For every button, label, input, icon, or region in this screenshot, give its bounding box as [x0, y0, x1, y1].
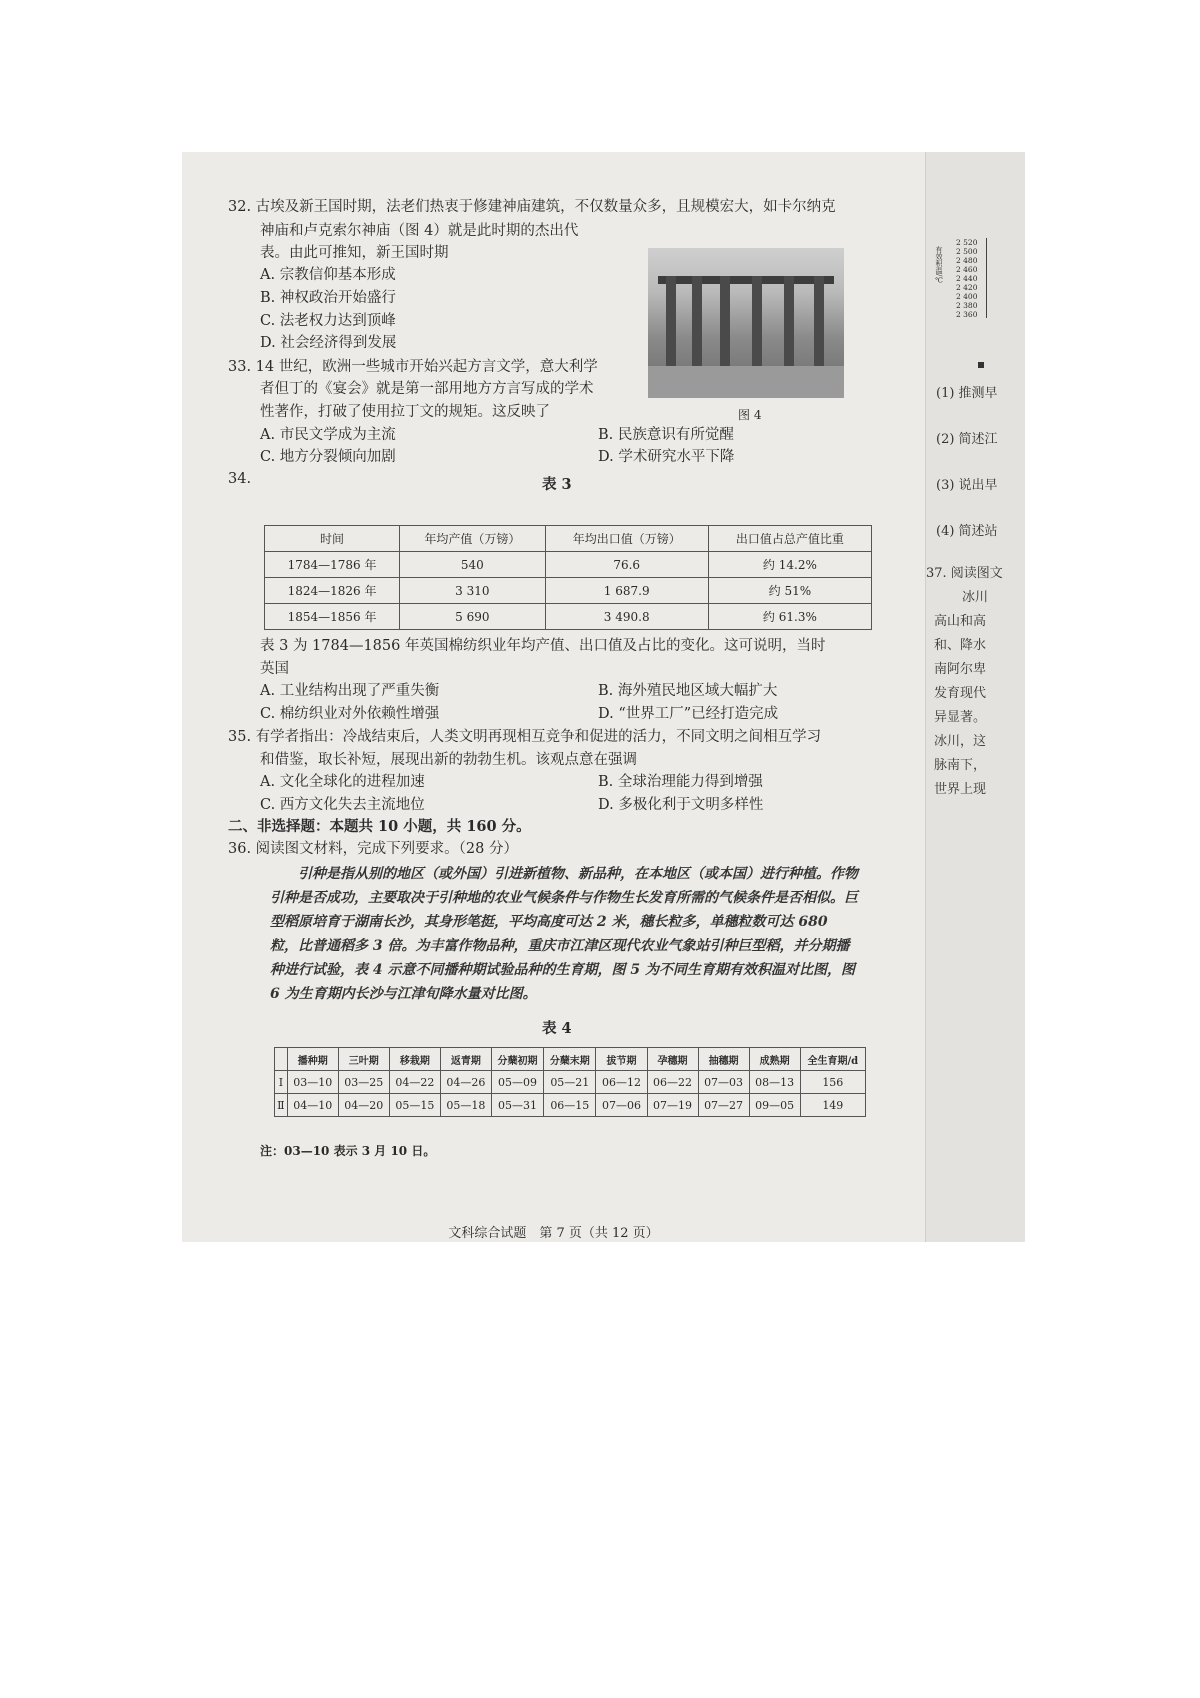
- table-row: [275, 1094, 866, 1117]
- table4-cell: 03—25: [338, 1071, 389, 1094]
- table4-cell: 06—22: [647, 1071, 698, 1094]
- table4-cell: 04—22: [389, 1071, 440, 1094]
- q32-option-a: A. 宗教信仰基本形成: [260, 267, 396, 283]
- photographed-exam-sheet: [182, 152, 1025, 1242]
- table3-cell: 约 51%: [708, 578, 871, 604]
- table3-cell: 1 687.9: [545, 578, 708, 604]
- table4-cell: 06—12: [596, 1071, 647, 1094]
- table3-header: 年均出口值（万镑）: [545, 526, 708, 552]
- table4-cell: 05—21: [544, 1071, 596, 1094]
- q32-stem-line2: 神庙和卢克索尔神庙（图 4）就是此时期的杰出代: [260, 223, 579, 239]
- right-line: (2) 简述江: [936, 432, 998, 447]
- section2-heading: 二、非选择题：本题共 10 小题，共 160 分。: [228, 818, 531, 835]
- table3-cell: 1784—1786 年: [265, 552, 400, 578]
- table3-header: 年均产值（万镑）: [400, 526, 546, 552]
- table4-cell: 03—10: [287, 1071, 338, 1094]
- q33-stem-line2: 者但丁的《宴会》就是第一部用地方方言写成的学术: [260, 381, 594, 397]
- right-line: 冰川: [962, 590, 989, 605]
- table4-note: 注：03—10 表示 3 月 10 日。: [260, 1144, 436, 1158]
- q35-option-b: B. 全球治理能力得到增强: [598, 774, 763, 790]
- q34-number: 34.: [228, 471, 252, 487]
- table4-cell: 04—10: [287, 1094, 338, 1117]
- q33-stem-line3: 性著作，打破了使用拉丁文的规矩。这反映了: [260, 404, 550, 420]
- chart-tick: 2 400: [956, 292, 978, 301]
- q34-option-c: C. 棉纺织业对外依赖性增强: [260, 706, 440, 722]
- q36-stem: 36. 阅读图文材料，完成下列要求。（28 分）: [228, 841, 518, 857]
- table3-cell: 3 310: [400, 578, 546, 604]
- chart-tick: 2 460: [956, 265, 978, 274]
- exam-page: [182, 152, 925, 1242]
- q35-option-c: C. 西方文化失去主流地位: [260, 797, 425, 813]
- table4-cell: 06—15: [544, 1094, 596, 1117]
- q32-option-c: C. 法老权力达到顶峰: [260, 313, 396, 329]
- chart-tick: 2 420: [956, 283, 978, 292]
- table4-cell: 07—27: [698, 1094, 749, 1117]
- q35-option-a: A. 文化全球化的进程加速: [260, 774, 425, 790]
- table-row: [265, 552, 872, 578]
- table4-cell: 07—03: [698, 1071, 749, 1094]
- chart-tick: 2 500: [956, 247, 978, 256]
- table3: [264, 525, 872, 630]
- table4-cell: Ⅰ: [275, 1071, 288, 1094]
- table4-cell: 05—31: [491, 1094, 543, 1117]
- table3-header: 出口值占总产值比重: [708, 526, 871, 552]
- chart-ylabel: 有效积温/℃: [935, 246, 943, 285]
- temple-photo: [648, 248, 844, 398]
- chart-tick: 2 480: [956, 256, 978, 265]
- table4-title: 表 4: [542, 1020, 572, 1037]
- table4-cell: 04—20: [338, 1094, 389, 1117]
- right-line: (1) 推测早: [936, 386, 998, 401]
- chart-tick: 2 360: [956, 310, 978, 319]
- table4-header: [275, 1048, 288, 1071]
- figure5-chart-partial: [934, 238, 1003, 318]
- table4-header: 孕穗期: [647, 1048, 698, 1071]
- table3-cell: 3 490.8: [545, 604, 708, 630]
- right-line: (3) 说出早: [936, 478, 998, 493]
- table4-header: 全生育期/d: [800, 1048, 865, 1071]
- q36-material: 引种是指从别的地区（或外国）引进新植物、新品种，在本地区（或本国）进行种植。作物引种是否成功，主要取决于引种地的农业气候条件与作物生长发育所需的气候条件是否相似。巨型稻原培育于湖南长沙，其身形笔挺，平均高度可达 2 米，穗长粒多，单穗粒数可达 680 粒，比普通稻多 3 倍。为丰富作物品种，重庆市江津区现代农业气象站引种巨型稻，并分期播种进行试验，表 4 示意不同播种期试验品种的生育期，图 5 为不同生育期有效积温对比图，图 6 为生育期内长沙与江津旬降水量对比图。: [270, 866, 858, 1002]
- right-line: 发育现代: [934, 686, 987, 701]
- right-line: 世界上现: [934, 782, 987, 797]
- q34-option-b: B. 海外殖民地区域大幅扩大: [598, 683, 778, 699]
- right-line: 冰川，这: [934, 734, 987, 749]
- q34-stem-line2: 英国: [260, 661, 289, 677]
- table4-header: 成熟期: [749, 1048, 800, 1071]
- q33-option-c: C. 地方分裂倾向加剧: [260, 449, 396, 465]
- table-row: [275, 1071, 866, 1094]
- table4-header: 分蘖末期: [544, 1048, 596, 1071]
- table4-cell: 04—26: [440, 1071, 491, 1094]
- table4-header: 三叶期: [338, 1048, 389, 1071]
- table3-title: 表 3: [542, 476, 572, 493]
- table4-cell: 08—13: [749, 1071, 800, 1094]
- table4-cell: 156: [800, 1071, 865, 1094]
- chart-tick: 2 380: [956, 301, 978, 310]
- table3-cell: 1854—1856 年: [265, 604, 400, 630]
- table4-cell: 07—06: [596, 1094, 647, 1117]
- right-line: 脉南下，: [934, 758, 987, 773]
- table4-header: 返青期: [440, 1048, 491, 1071]
- table4-header: 播种期: [287, 1048, 338, 1071]
- table4-cell: 149: [800, 1094, 865, 1117]
- q33-option-b: B. 民族意识有所觉醒: [598, 427, 734, 443]
- table4-cell: Ⅱ: [275, 1094, 288, 1117]
- legend-swatch: [978, 362, 984, 368]
- q35-option-d: D. 多极化利于文明多样性: [598, 797, 764, 813]
- table4-header: 拔节期: [596, 1048, 647, 1071]
- q34-stem-line1: 表 3 为 1784—1856 年英国棉纺织业年均产值、出口值及占比的变化。这可说明，当时: [260, 638, 826, 654]
- right-line: 和、降水: [934, 638, 987, 653]
- q35-stem-line2: 和借鉴，取长补短，展现出新的勃勃生机。该观点意在强调: [260, 752, 637, 768]
- table3-cell: 1824—1826 年: [265, 578, 400, 604]
- table4-header: 移栽期: [389, 1048, 440, 1071]
- table3-cell: 5 690: [400, 604, 546, 630]
- right-line: 南阿尔卑: [934, 662, 987, 677]
- right-line: 异显著。: [934, 710, 987, 725]
- table4-cell: 05—15: [389, 1094, 440, 1117]
- chart-y-axis: [986, 238, 987, 318]
- page-footer: 文科综合试题 第 7 页（共 12 页）: [448, 1226, 659, 1241]
- table4-header: 分蘖初期: [491, 1048, 543, 1071]
- table3-cell: 76.6: [545, 552, 708, 578]
- q32-option-d: D. 社会经济得到发展: [260, 335, 397, 351]
- figure4-caption: 图 4: [738, 408, 762, 422]
- table4-cell: 05—09: [491, 1071, 543, 1094]
- q33-stem-line1: 33. 14 世纪，欧洲一些城市开始兴起方言文学，意大利学: [228, 359, 598, 375]
- chart-tick: 2 520: [956, 238, 978, 247]
- q32-option-b: B. 神权政治开始盛行: [260, 290, 396, 306]
- q34-option-a: A. 工业结构出现了严重失衡: [260, 683, 440, 699]
- right-line: (4) 简述站: [936, 524, 998, 539]
- table4-cell: 05—18: [440, 1094, 491, 1117]
- table3-cell: 约 14.2%: [708, 552, 871, 578]
- q35-stem-line1: 35. 有学者指出：冷战结束后，人类文明再现相互竞争和促进的活力，不同文明之间相互学习: [228, 729, 822, 745]
- table-row: [265, 604, 872, 630]
- table-row: [265, 578, 872, 604]
- right-line: 高山和高: [934, 614, 987, 629]
- table4-cell: 09—05: [749, 1094, 800, 1117]
- table3-header: 时间: [265, 526, 400, 552]
- table4-header: 抽穗期: [698, 1048, 749, 1071]
- table4: [274, 1047, 866, 1117]
- table4-cell: 07—19: [647, 1094, 698, 1117]
- q34-option-d: D. “世界工厂”已经打造完成: [598, 706, 779, 722]
- table3-cell: 540: [400, 552, 546, 578]
- adjacent-page-partial: [925, 152, 1025, 1242]
- q32-stem-line3: 表。由此可推知，新王国时期: [260, 245, 449, 261]
- right-line: 37. 阅读图文: [926, 566, 1003, 581]
- q32-stem-line1: 32. 古埃及新王国时期，法老们热衷于修建神庙建筑，不仅数量众多，且规模宏大，如卡尔纳克: [228, 199, 836, 215]
- table3-cell: 约 61.3%: [708, 604, 871, 630]
- q33-option-d: D. 学术研究水平下降: [598, 449, 735, 465]
- chart-tick: 2 440: [956, 274, 978, 283]
- q33-option-a: A. 市民文学成为主流: [260, 427, 396, 443]
